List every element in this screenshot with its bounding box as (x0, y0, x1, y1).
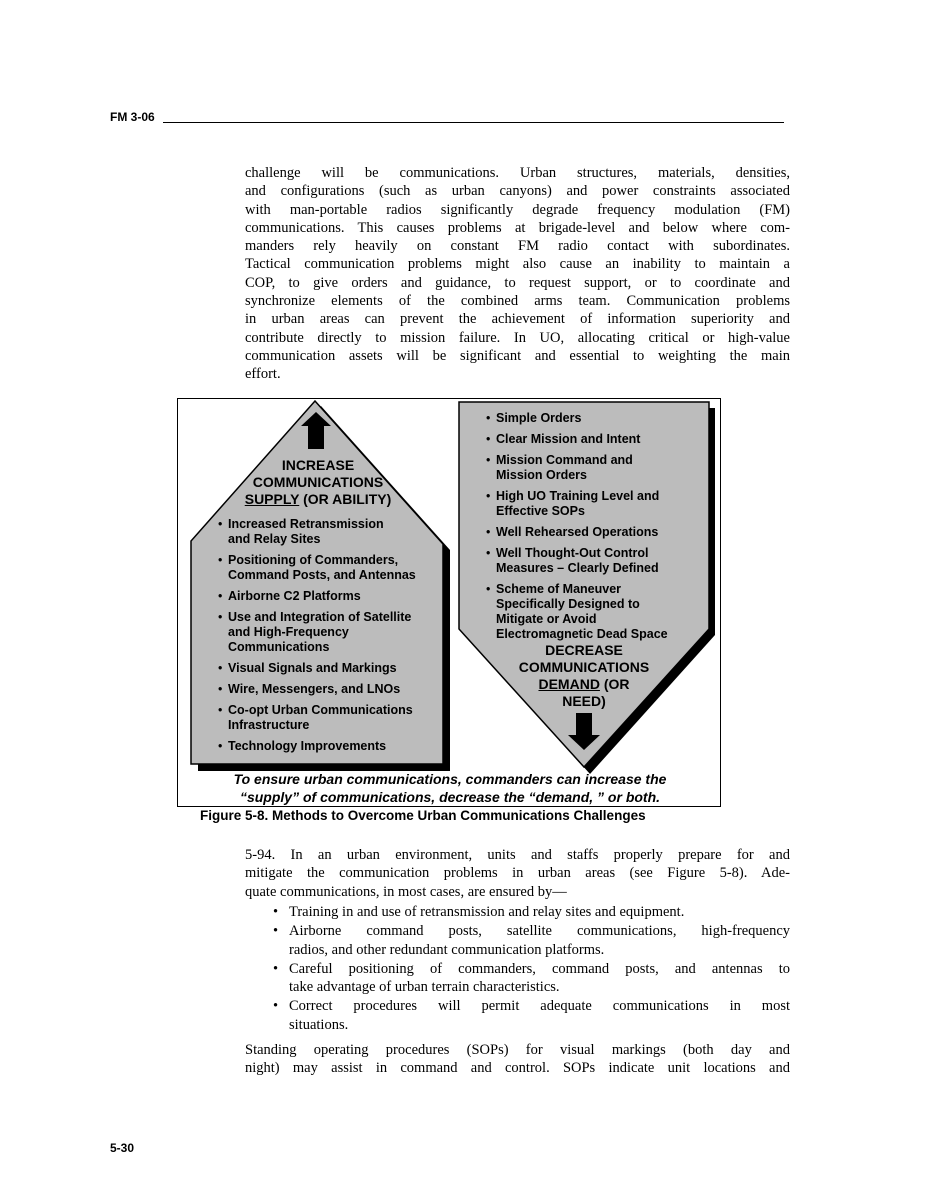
demand-heading-line-2: COMMUNICATIONS (518, 659, 650, 675)
text-line: 5-94. In an urban environment, units and staffs properly prepare for and (245, 847, 790, 863)
text-line: and configurations (such as urban canyons) and power constraints associated (245, 183, 790, 200)
demand-item: • Scheme of Maneuver Specifically Designed to Mitigate or Avoid Electromagnetic Dead Space (486, 582, 708, 642)
text-line: situations. (289, 1016, 349, 1033)
supply-qualifier: (OR ABILITY) (299, 491, 392, 507)
demand-item: • Well Rehearsed Operations (486, 525, 708, 540)
text-line: • Correct procedures will permit adequate communications in most (289, 998, 790, 1015)
text-line: mitigate the communication problems in urban areas (see Figure 5-8). Ade- (245, 865, 790, 882)
supply-list (218, 517, 443, 754)
demand-item: • Clear Mission and Intent (486, 432, 708, 447)
bullet-item (273, 997, 790, 1034)
demand-heading-line-4: NEED) (562, 693, 606, 709)
figure-summary (178, 770, 722, 806)
figure-summary-line-2: “supply” of communications, decrease the “demand, ” or both. (239, 789, 661, 805)
paragraph-sops (245, 1041, 790, 1078)
text-line: Standing operating procedures (SOPs) for visual markings (both day and (245, 1042, 790, 1058)
demand-keyword: DEMAND (538, 676, 600, 692)
demand-list (486, 411, 708, 642)
text-line: synchronize elements of the combined arms team. Communication problems (245, 293, 790, 310)
demand-heading-line-3 (484, 676, 684, 693)
supply-item: • Co-opt Urban Communications Infrastructure (218, 703, 443, 733)
demand-qualifier: (OR (599, 676, 630, 692)
document-id: FM 3-06 (110, 110, 155, 124)
demand-item: • Well Thought-Out Control Measures – Clearly Defined (486, 546, 708, 576)
supply-heading-line-1: INCREASE (281, 457, 355, 473)
text-line: manders rely heavily on constant FM radio contact with subordinates. (245, 238, 790, 255)
text-line: communication assets will be significant and essential to weighting the main (245, 347, 790, 364)
supply-item: • Wire, Messengers, and LNOs (218, 682, 443, 697)
paragraph-communications-challenge (245, 164, 790, 384)
bullet-item (273, 922, 790, 959)
text-line: quate communications, in most cases, are ensured by— (245, 883, 567, 900)
supply-item: • Increased Retransmission and Relay Sites (218, 517, 443, 547)
text-line: in urban areas can prevent the achievement of information superiority and (245, 311, 790, 328)
text-line: radios, and other redundant communication platforms. (289, 941, 605, 958)
figure-5-8 (177, 398, 721, 807)
supply-heading-line-2: COMMUNICATIONS (252, 474, 384, 490)
text-line: COP, to give orders and guidance, to request support, or to coordinate and (245, 274, 790, 291)
demand-item: • Simple Orders (486, 411, 708, 426)
text-line: night) may assist in command and control. SOPs indicate unit locations and (245, 1060, 790, 1077)
paragraph-5-94 (245, 846, 790, 901)
supply-heading (218, 457, 418, 508)
text-line: take advantage of urban terrain characteristics. (289, 979, 560, 996)
supply-keyword: SUPPLY (244, 491, 300, 507)
demand-heading (484, 642, 684, 710)
supply-item: • Visual Signals and Markings (218, 661, 443, 676)
text-line: challenge will be communications. Urban structures, materials, densities, (245, 165, 790, 181)
communications-bullet-list (273, 903, 790, 1035)
supply-item: • Technology Improvements (218, 739, 443, 754)
text-line: • Airborne command posts, satellite communications, high-frequency (289, 923, 790, 940)
text-line: • Careful positioning of commanders, command posts, and antennas to (289, 960, 790, 977)
supply-item: • Positioning of Commanders, Command Posts, and Antennas (218, 553, 443, 583)
text-line: effort. (245, 366, 281, 383)
supply-heading-line-3 (218, 491, 418, 508)
figure-caption: Figure 5-8. Methods to Overcome Urban Communications Challenges (200, 808, 646, 823)
text-line: with man-portable radios significantly degrade frequency modulation (FM) (245, 201, 790, 218)
supply-item: • Airborne C2 Platforms (218, 589, 443, 604)
text-line: communications. This causes problems at brigade-level and below where com- (245, 219, 790, 236)
bullet-item (273, 903, 790, 921)
header-rule (163, 122, 784, 123)
text-line: contribute directly to mission failure. In UO, allocating critical or high-value (245, 329, 790, 346)
demand-heading-line-1: DECREASE (545, 642, 623, 658)
figure-summary-line-1: To ensure urban communications, commanders can increase the (233, 771, 667, 787)
supply-item: • Use and Integration of Satellite and High-Frequency Communications (218, 610, 443, 655)
text-line: • Training in and use of retransmission and relay sites and equipment. (289, 904, 685, 920)
bullet-item (273, 960, 790, 997)
page-number: 5-30 (110, 1141, 135, 1155)
text-line: Tactical communication problems might also cause an inability to maintain a (245, 256, 790, 273)
demand-item: • Mission Command and Mission Orders (486, 453, 708, 483)
demand-item: • High UO Training Level and Effective SOPs (486, 489, 708, 519)
